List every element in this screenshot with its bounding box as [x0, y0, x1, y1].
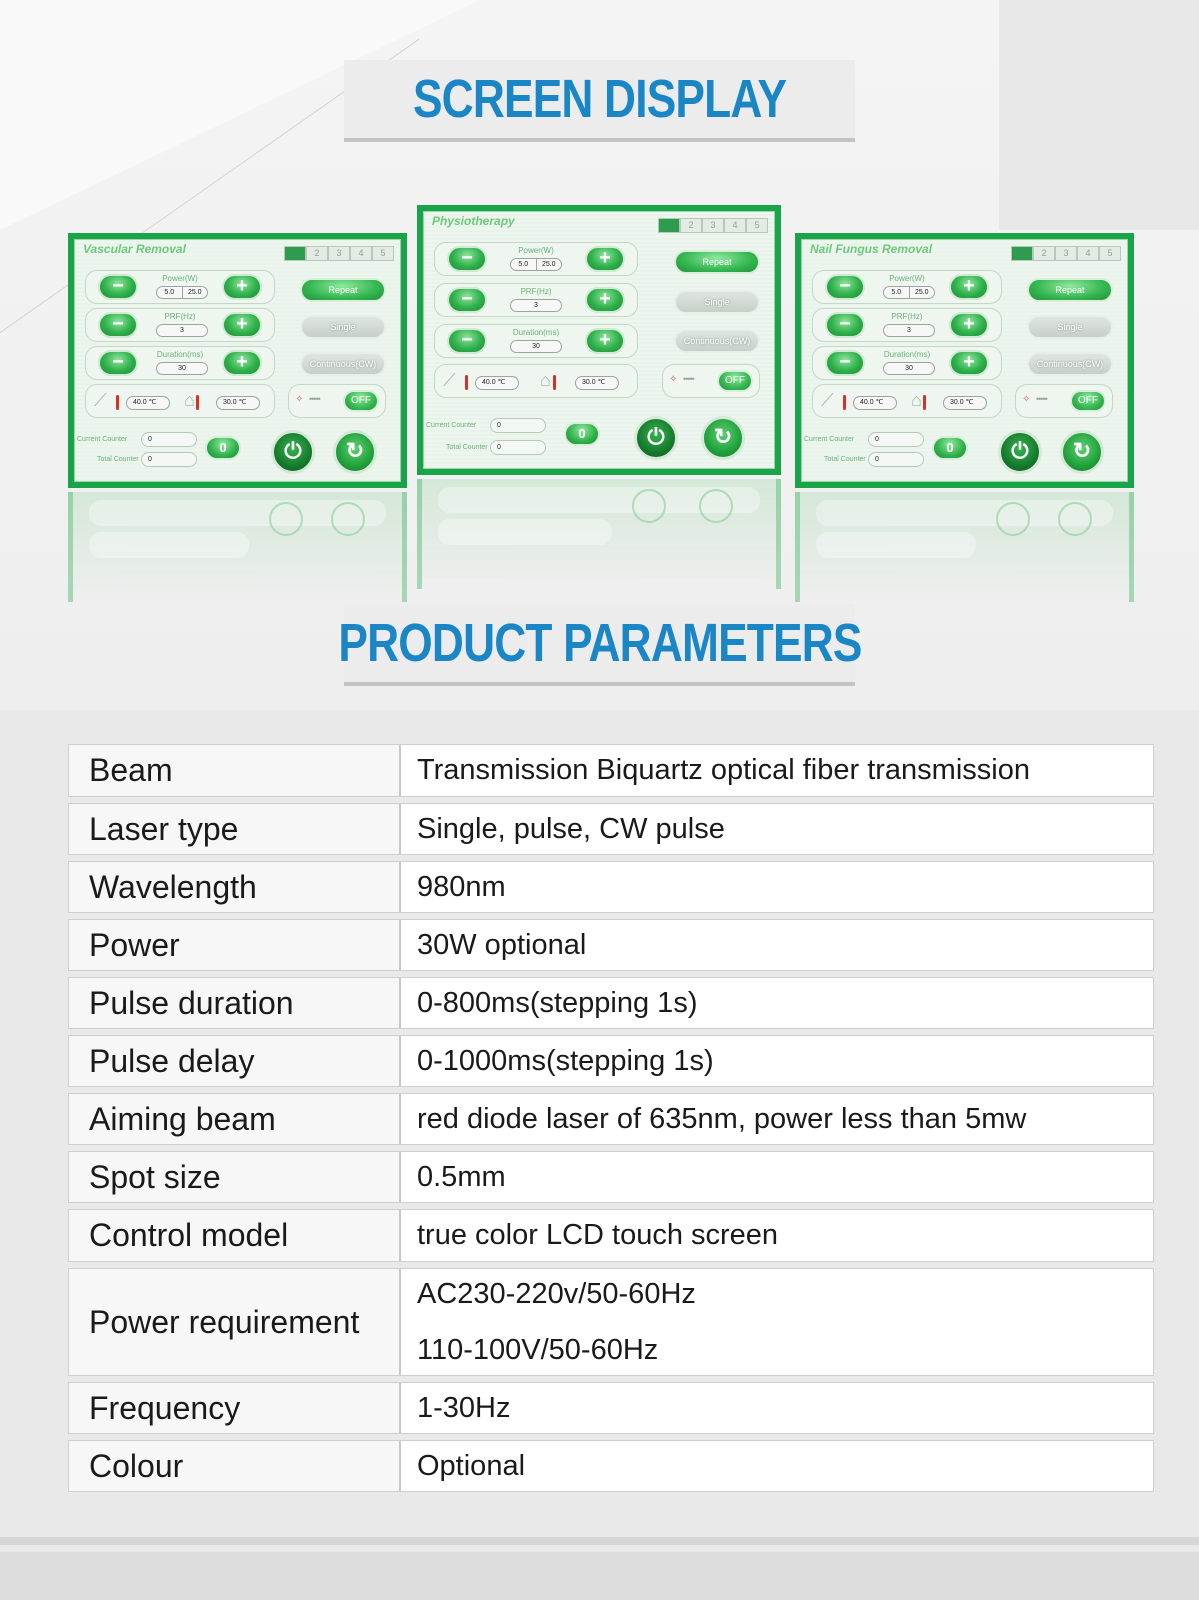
prf-value: 3	[156, 324, 208, 337]
tab-5[interactable]: 5	[372, 246, 394, 261]
handpiece-icon: ⟋	[821, 390, 834, 410]
aiming-beam-toggle[interactable]: OFF	[717, 370, 753, 392]
power-decrease-button[interactable]: −	[98, 274, 138, 300]
power-max-value: 25.0	[182, 287, 208, 298]
duration-value: 30	[156, 362, 208, 375]
power-decrease-button[interactable]: −	[825, 274, 865, 300]
screen-mockup-1	[68, 233, 407, 488]
handpiece-icon: ⟋	[443, 370, 456, 390]
screen-mockup-2	[417, 205, 781, 475]
single-mode-button[interactable]: Single	[300, 315, 386, 339]
reflection-button	[632, 489, 666, 523]
prf-decrease-button[interactable]: −	[825, 312, 865, 338]
reflection-button	[1058, 502, 1092, 536]
thermometer-icon	[116, 395, 119, 410]
param-key: Pulse duration	[69, 978, 401, 1028]
current-counter-label: Current Counter	[77, 436, 128, 443]
duration-label: Duration(ms)	[512, 328, 560, 337]
param-row-pulse-delay	[68, 1035, 1154, 1087]
screen-panel	[423, 211, 775, 469]
ambient-temperature: 30.0 ℃	[943, 396, 987, 410]
screen-reflection	[795, 492, 1134, 602]
tab-1[interactable]: 1	[658, 218, 680, 233]
screen-display-title: SCREEN DISPLAY	[412, 69, 787, 129]
tab-bar	[284, 246, 394, 261]
screen-title: Physiotherapy	[432, 214, 515, 228]
duration-value: 30	[510, 340, 562, 353]
duration-control	[434, 324, 638, 358]
reset-counter-button[interactable]: 0	[205, 436, 241, 460]
current-counter-value: 0	[490, 418, 546, 433]
bg-grey-panel	[999, 0, 1199, 230]
duration-value: 30	[883, 362, 935, 375]
total-counter-value: 0	[141, 452, 197, 467]
power-increase-button[interactable]: +	[949, 274, 989, 300]
screen-reflection	[68, 492, 407, 602]
tab-4[interactable]: 4	[1077, 246, 1099, 261]
param-row-power-requirement	[68, 1268, 1154, 1376]
param-value	[401, 1269, 1153, 1375]
screen-reflection	[417, 479, 781, 589]
tab-5[interactable]: 5	[1099, 246, 1121, 261]
param-key: Pulse delay	[69, 1036, 401, 1086]
refresh-button-icon[interactable]: ↻	[701, 416, 745, 460]
power-button-icon[interactable]: ⏻	[634, 416, 678, 460]
tab-2[interactable]: 2	[306, 246, 328, 261]
continuous-mode-button[interactable]: Continuous(CW)	[1027, 352, 1113, 376]
reflection-button	[331, 502, 365, 536]
thermometer-icon	[465, 375, 468, 390]
temperature-panel	[85, 384, 275, 418]
duration-label: Duration(ms)	[883, 350, 931, 359]
aim-level-dots: •••••	[1036, 394, 1047, 404]
power-increase-button[interactable]: +	[585, 246, 625, 272]
reflection-button	[996, 502, 1030, 536]
tab-4[interactable]: 4	[350, 246, 372, 261]
power-label: Power(W)	[518, 246, 554, 255]
tab-5[interactable]: 5	[746, 218, 768, 233]
tab-3[interactable]: 3	[328, 246, 350, 261]
screen-mockup-3	[795, 233, 1134, 488]
power-increase-button[interactable]: +	[222, 274, 262, 300]
temperature-panel	[812, 384, 1002, 418]
tab-bar	[658, 218, 768, 233]
reflection-row	[438, 519, 612, 545]
temperature-panel	[434, 364, 638, 398]
power-value	[510, 258, 562, 271]
repeat-mode-button[interactable]: Repeat	[300, 278, 386, 302]
reset-counter-button[interactable]: 0	[564, 422, 600, 446]
thermometer-icon	[843, 395, 846, 410]
tab-2[interactable]: 2	[680, 218, 702, 233]
param-value: 30W optional	[401, 920, 1153, 970]
prf-value: 3	[883, 324, 935, 337]
param-key: Power	[69, 920, 401, 970]
param-row-beam	[68, 744, 1154, 797]
product-parameters-title: PRODUCT PARAMETERS	[337, 613, 862, 673]
repeat-mode-button[interactable]: Repeat	[1027, 278, 1113, 302]
prf-control	[85, 308, 275, 342]
ambient-temperature: 30.0 ℃	[575, 376, 619, 390]
tab-2[interactable]: 2	[1033, 246, 1055, 261]
handpiece-temperature: 40.0 ℃	[475, 376, 519, 390]
param-value: Optional	[401, 1441, 1153, 1491]
prf-label: PRF(Hz)	[891, 312, 923, 321]
param-value: 0-1000ms(stepping 1s)	[401, 1036, 1153, 1086]
power-label: Power(W)	[162, 274, 198, 283]
prf-label: PRF(Hz)	[520, 287, 552, 296]
param-key: Control model	[69, 1210, 401, 1261]
power-control	[434, 242, 638, 276]
screen-panel	[74, 239, 401, 482]
param-value-line: AC230-220v/50-60Hz	[417, 1278, 696, 1310]
thermometer-icon	[196, 395, 199, 410]
power-button-icon[interactable]: ⏻	[998, 430, 1042, 474]
tab-3[interactable]: 3	[702, 218, 724, 233]
param-key: Beam	[69, 745, 401, 796]
single-mode-button[interactable]: Single	[1027, 315, 1113, 339]
param-value-line: 110-100V/50-60Hz	[417, 1334, 659, 1366]
reflection-row	[816, 532, 976, 558]
param-row-frequency	[68, 1382, 1154, 1434]
handpiece-temperature: 40.0 ℃	[853, 396, 897, 410]
repeat-mode-button[interactable]: Repeat	[674, 250, 760, 274]
ambient-temperature: 30.0 ℃	[216, 396, 260, 410]
param-value: 980nm	[401, 862, 1153, 912]
aim-star-icon: ✧	[1022, 394, 1031, 405]
thermometer-icon	[923, 395, 926, 410]
thermometer-icon	[553, 375, 556, 390]
power-min-value: 5.0	[164, 289, 175, 296]
prf-label: PRF(Hz)	[164, 312, 196, 321]
continuous-mode-button[interactable]: Continuous(CW)	[674, 329, 760, 353]
total-counter-value: 0	[868, 452, 924, 467]
current-counter-label: Current Counter	[804, 436, 855, 443]
power-control	[85, 270, 275, 304]
duration-control	[85, 346, 275, 380]
aim-level-dots: •••••	[309, 394, 320, 404]
power-label: Power(W)	[889, 274, 925, 283]
param-row-power	[68, 919, 1154, 971]
product-parameters-banner	[337, 604, 862, 686]
house-icon: ⌂	[184, 390, 195, 410]
tab-1[interactable]: 1	[284, 246, 306, 261]
aiming-beam-panel	[1015, 384, 1113, 418]
reset-counter-button[interactable]: 0	[932, 436, 968, 460]
param-key: Spot size	[69, 1152, 401, 1202]
aiming-beam-panel	[662, 364, 760, 398]
footer-bar	[0, 1552, 1199, 1600]
duration-control	[812, 346, 1002, 380]
reflection-row	[89, 532, 249, 558]
duration-increase-button[interactable]: +	[222, 350, 262, 376]
duration-decrease-button[interactable]: −	[825, 350, 865, 376]
param-row-aiming-beam	[68, 1093, 1154, 1145]
current-counter-label: Current Counter	[426, 422, 477, 429]
handpiece-icon: ⟋	[94, 390, 107, 410]
power-value	[883, 286, 935, 299]
tab-3[interactable]: 3	[1055, 246, 1077, 261]
duration-decrease-button[interactable]: −	[447, 328, 487, 354]
power-control	[812, 270, 1002, 304]
tab-1[interactable]: 1	[1011, 246, 1033, 261]
current-counter-value: 0	[141, 432, 197, 447]
aiming-beam-panel	[288, 384, 386, 418]
tab-bar	[1011, 246, 1121, 261]
total-counter-value: 0	[490, 440, 546, 455]
refresh-button-icon[interactable]: ↻	[333, 430, 377, 474]
param-key: Laser type	[69, 804, 401, 854]
param-value: Single, pulse, CW pulse	[401, 804, 1153, 854]
aim-level-dots: •••••	[683, 374, 694, 384]
tab-4[interactable]: 4	[724, 218, 746, 233]
single-mode-button[interactable]: Single	[674, 290, 760, 314]
refresh-button-icon[interactable]: ↻	[1060, 430, 1104, 474]
param-row-pulse-duration	[68, 977, 1154, 1029]
duration-increase-button[interactable]: +	[949, 350, 989, 376]
screen-display-banner	[344, 60, 855, 142]
total-counter-label: Total Counter	[446, 444, 488, 451]
footer-divider	[0, 1537, 1199, 1545]
param-row-control-model	[68, 1209, 1154, 1262]
screen-title: Vascular Removal	[83, 242, 186, 256]
parameters-table	[68, 744, 1154, 1498]
param-key: Wavelength	[69, 862, 401, 912]
screen-title: Nail Fungus Removal	[810, 242, 933, 256]
duration-increase-button[interactable]: +	[585, 328, 625, 354]
reflection-button	[699, 489, 733, 523]
total-counter-label: Total Counter	[824, 456, 866, 463]
aiming-beam-toggle[interactable]: OFF	[343, 390, 379, 412]
power-min-value: 5.0	[518, 261, 529, 268]
current-counter-value: 0	[868, 432, 924, 447]
param-row-wavelength	[68, 861, 1154, 913]
total-counter-label: Total Counter	[97, 456, 139, 463]
prf-decrease-button[interactable]: −	[98, 312, 138, 338]
power-value	[156, 286, 208, 299]
power-button-icon[interactable]: ⏻	[271, 430, 315, 474]
param-value: 0-800ms(stepping 1s)	[401, 978, 1153, 1028]
aim-star-icon: ✧	[669, 374, 678, 385]
duration-decrease-button[interactable]: −	[98, 350, 138, 376]
prf-increase-button[interactable]: +	[585, 287, 625, 313]
screen-panel	[801, 239, 1128, 482]
param-row-colour	[68, 1440, 1154, 1492]
prf-control	[434, 283, 638, 317]
param-value: red diode laser of 635nm, power less than 5mw	[401, 1094, 1153, 1144]
param-key: Power requirement	[69, 1269, 401, 1375]
duration-label: Duration(ms)	[156, 350, 204, 359]
power-min-value: 5.0	[891, 289, 902, 296]
param-value: Transmission Biquartz optical fiber transmission	[401, 745, 1153, 796]
prf-decrease-button[interactable]: −	[447, 287, 487, 313]
power-decrease-button[interactable]: −	[447, 246, 487, 272]
prf-control	[812, 308, 1002, 342]
handpiece-temperature: 40.0 ℃	[126, 396, 170, 410]
prf-increase-button[interactable]: +	[222, 312, 262, 338]
continuous-mode-button[interactable]: Continuous(CW)	[300, 352, 386, 376]
prf-increase-button[interactable]: +	[949, 312, 989, 338]
power-max-value: 25.0	[536, 259, 562, 270]
param-value: true color LCD touch screen	[401, 1210, 1153, 1261]
param-key: Frequency	[69, 1383, 401, 1433]
reflection-button	[269, 502, 303, 536]
param-row-laser-type	[68, 803, 1154, 855]
aiming-beam-toggle[interactable]: OFF	[1070, 390, 1106, 412]
prf-value: 3	[510, 299, 562, 312]
house-icon: ⌂	[911, 390, 922, 410]
param-value: 0.5mm	[401, 1152, 1153, 1202]
aim-star-icon: ✧	[295, 394, 304, 405]
house-icon: ⌂	[540, 370, 551, 390]
param-value: 1-30Hz	[401, 1383, 1153, 1433]
power-max-value: 25.0	[909, 287, 935, 298]
param-row-spot-size	[68, 1151, 1154, 1203]
param-key: Colour	[69, 1441, 401, 1491]
param-key: Aiming beam	[69, 1094, 401, 1144]
